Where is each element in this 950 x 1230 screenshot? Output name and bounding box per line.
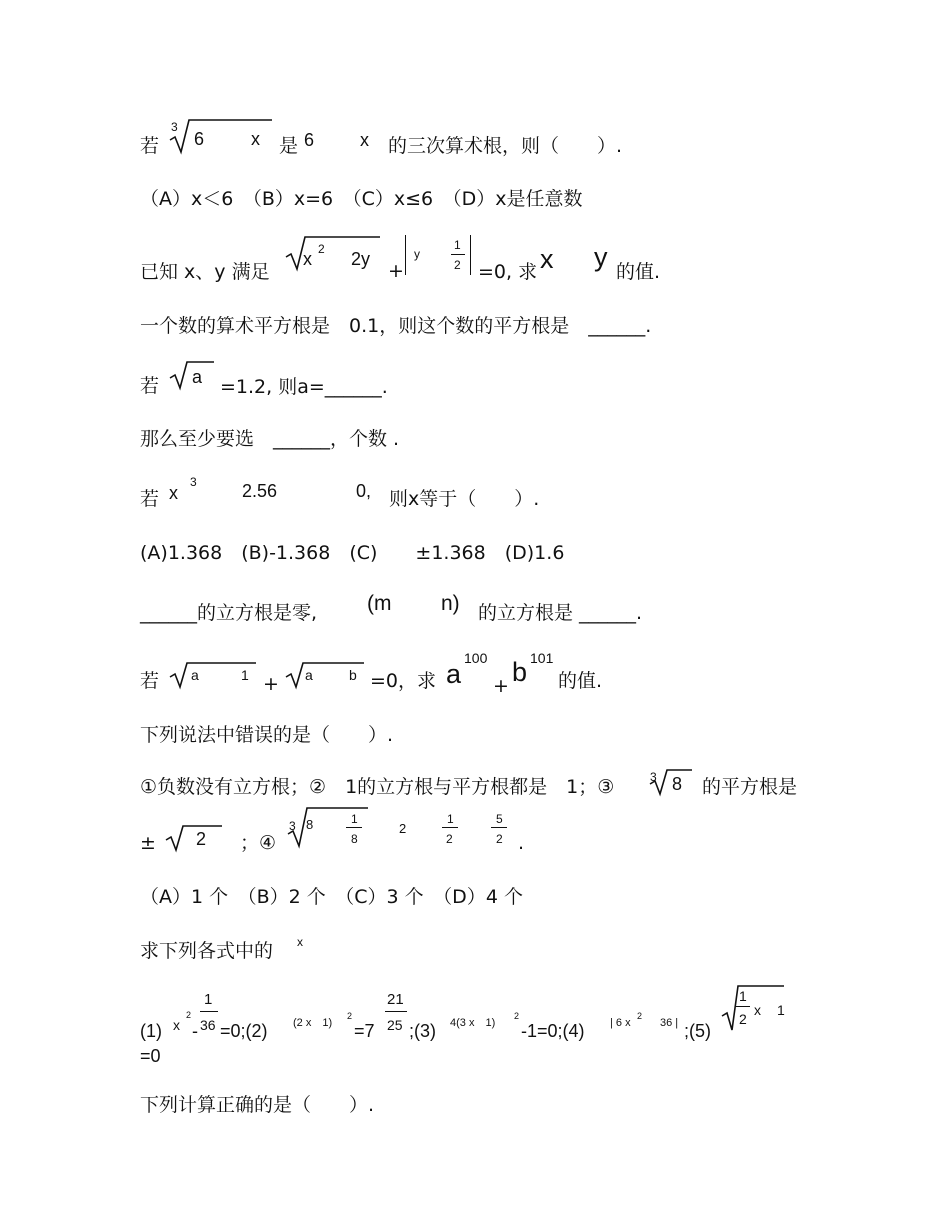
fraction-denominator: 2 xyxy=(446,832,453,846)
cube-root-sign xyxy=(168,118,278,158)
radicand: 1 xyxy=(241,667,249,683)
exponent: 3 xyxy=(190,475,197,489)
exponent: 2 xyxy=(318,242,325,256)
exponent: 2 xyxy=(637,1011,643,1021)
math-text: x xyxy=(169,483,178,503)
text: 的平方根是 xyxy=(702,776,798,798)
math-text: ;(5) xyxy=(684,1021,711,1041)
text: 若 xyxy=(140,488,160,510)
radical-index: 3 xyxy=(650,770,657,784)
math-text: x xyxy=(173,1017,180,1033)
text: =1.2, 则a=______. xyxy=(220,376,388,398)
abs-bar xyxy=(470,235,471,275)
text: 的三次算术根，则（ ）. xyxy=(388,135,623,157)
radicand: 1 xyxy=(777,1002,785,1018)
math-text: (m xyxy=(367,592,392,615)
math-text: 2.56 xyxy=(242,481,278,501)
fraction-line xyxy=(442,827,458,828)
cube-root-sign xyxy=(286,806,372,850)
fraction-denominator: 2 xyxy=(454,258,461,272)
fraction-line xyxy=(736,1006,750,1007)
math-text: (2 x 1) xyxy=(293,1017,333,1029)
exponent: 2 xyxy=(186,1010,192,1020)
math-text: 4(3 x 1) xyxy=(450,1017,496,1029)
math-text: | 6 x xyxy=(610,1017,631,1029)
radical-index: 3 xyxy=(171,120,178,134)
text: 下列计算正确的是（ ）. xyxy=(140,1094,375,1116)
text: 那么至少要选 ______，个数 . xyxy=(140,428,400,450)
fraction-line xyxy=(491,827,507,828)
text: ；④ xyxy=(240,832,277,854)
math-text: y xyxy=(414,247,420,261)
math-text: + xyxy=(493,675,509,697)
fraction-numerator: 1 xyxy=(454,238,461,252)
text: 一个数的算术平方根是 0.1，则这个数的平方根是 ______. xyxy=(140,315,652,337)
exponent: 100 xyxy=(464,650,488,666)
radicand: 6 xyxy=(194,129,205,149)
fraction-line xyxy=(346,827,362,828)
fraction-denominator: 2 xyxy=(739,1011,747,1027)
math-text: =0 xyxy=(140,1046,161,1066)
math-text: x xyxy=(297,935,303,949)
math-text: ;(3) xyxy=(409,1021,436,1041)
radicand: a xyxy=(192,367,203,387)
text: 求下列各式中的 xyxy=(140,940,274,962)
text: ①负数没有立方根；② 1的立方根与平方根都是 1；③ xyxy=(140,776,615,798)
text: 是 xyxy=(279,135,299,157)
exponent: 2 xyxy=(514,1011,520,1021)
fraction-denominator: 8 xyxy=(351,832,358,846)
radicand: 2 xyxy=(196,829,207,849)
answer-options: （A）1 个 （B）2 个 （C）3 个 （D）4 个 xyxy=(140,886,523,908)
math-text: -1=0;(4) xyxy=(521,1021,585,1041)
fraction-line xyxy=(451,254,465,255)
answer-options: （A）x＜6 （B）x=6 （C）x≤6 （D）x是任意数 xyxy=(140,188,583,210)
math-text: b xyxy=(512,657,528,687)
radicand: a xyxy=(305,667,313,683)
math-text: y xyxy=(594,242,608,272)
radicand: x xyxy=(303,249,312,269)
fraction-denominator: 25 xyxy=(387,1017,403,1033)
text: . xyxy=(518,832,525,854)
radicand: x xyxy=(754,1002,761,1018)
fraction-line xyxy=(200,1011,218,1012)
text: 下列说法中错误的是（ ）. xyxy=(140,724,394,746)
radicand: b xyxy=(349,667,357,683)
radicand: x xyxy=(251,129,260,149)
math-text: 6 xyxy=(304,130,315,150)
text: 则x等于（ ）. xyxy=(389,488,540,510)
text: =0，求 xyxy=(370,670,437,692)
radicand: 2y xyxy=(351,249,371,269)
fraction-numerator: 1 xyxy=(739,988,747,1004)
fraction-numerator: 1 xyxy=(204,991,213,1008)
math-text: x xyxy=(540,244,554,274)
text: ± xyxy=(140,832,156,854)
fraction-numerator: 5 xyxy=(496,812,503,826)
text: ______的立方根是零, xyxy=(140,602,318,624)
math-text: a xyxy=(446,659,462,689)
text: 的值. xyxy=(616,261,661,283)
fraction-numerator: 1 xyxy=(447,812,454,826)
math-text: x xyxy=(360,130,369,150)
fraction-denominator: 2 xyxy=(496,832,503,846)
fraction-numerator: 1 xyxy=(351,812,358,826)
math-text: n) xyxy=(441,592,460,615)
text: 若 xyxy=(140,135,160,157)
math-text: - xyxy=(192,1021,198,1041)
abs-bar xyxy=(405,235,406,275)
math-text: (1) xyxy=(140,1021,162,1041)
text: 已知 x、y 满足 xyxy=(140,261,270,283)
radicand: a xyxy=(191,667,199,683)
square-root-sign xyxy=(164,824,226,854)
exponent: 101 xyxy=(530,650,554,666)
math-text: 2 xyxy=(399,821,407,836)
text: 的立方根是 ______. xyxy=(478,602,643,624)
text: 的值. xyxy=(558,670,603,692)
text: 若 xyxy=(140,375,160,397)
text: =0, 求 xyxy=(478,261,538,283)
math-text: 0, xyxy=(356,481,372,501)
math-text: + xyxy=(388,260,404,282)
math-text: =7 xyxy=(354,1021,375,1041)
fraction-denominator: 36 xyxy=(200,1017,216,1033)
text: 若 xyxy=(140,670,160,692)
exponent: 2 xyxy=(347,1011,353,1021)
answer-options: (A)1.368 (B)-1.368 (C) ±1.368 (D)1.6 xyxy=(140,542,565,564)
fraction-line xyxy=(385,1011,407,1012)
radicand: 8 xyxy=(306,817,314,832)
math-text: 36 | xyxy=(660,1017,679,1029)
math-text: + xyxy=(263,673,279,695)
radical-index: 3 xyxy=(289,819,296,833)
math-text: =0;(2) xyxy=(220,1021,268,1041)
fraction-numerator: 21 xyxy=(387,991,404,1008)
radicand: 8 xyxy=(672,774,683,794)
